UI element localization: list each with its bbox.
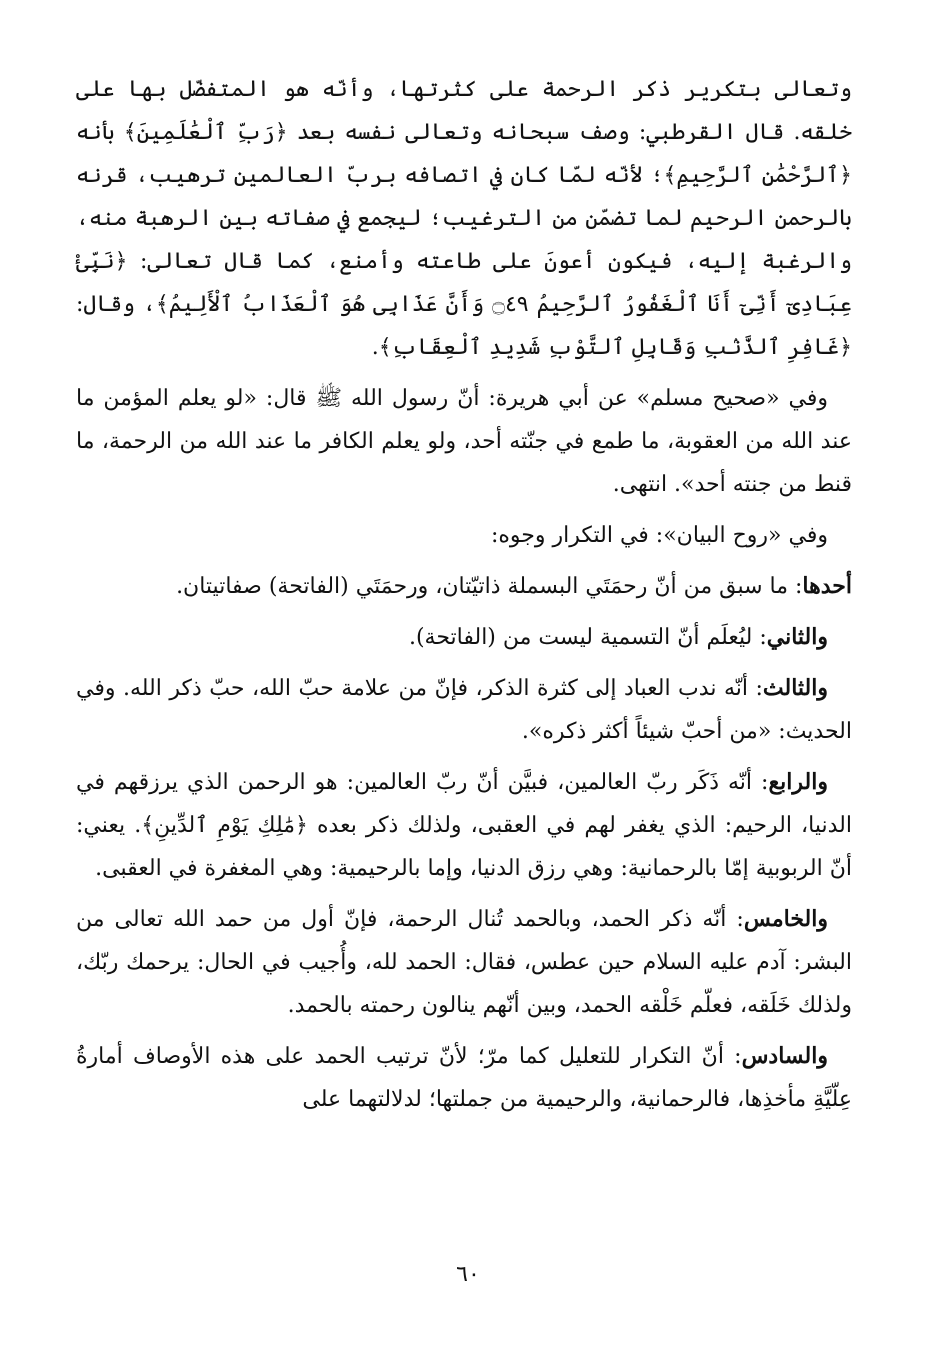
paragraph-lead: والخامس — [743, 906, 828, 932]
paragraph-text: : أنّه ذكر الحمد، وبالحمد تُنال الرحمة، فإنّ أول من حمد الله تعالى من البشر: آدم عليه السلام حين عطس، فقال: الحمد لله، وأُجيب في الحال: يرحمك ربّك، ولذلك خَلَقه، فعلّم خَلْقه الحمد، وبين أنّهم ينالون رحمته بالحمد. — [76, 907, 852, 1018]
paragraph — [76, 761, 852, 890]
paragraph-lead: أحدها — [802, 573, 852, 599]
paragraph-text: : ما سبق من أنّ رحمَتَي البسملة ذاتيّتان، ورحمَتَي (الفاتحة) صفاتيتان. — [176, 574, 803, 599]
paragraph-text: : ليُعلَم أنّ التسمية ليست من (الفاتحة). — [408, 625, 767, 650]
paragraph-text: وفي «روح البيان»: في التكرار وجوه: — [490, 523, 828, 548]
paragraph — [76, 898, 852, 1027]
page-body — [76, 68, 852, 1129]
paragraph-text: وفي «صحيح مسلم» عن أبي هريرة: أنّ رسول الله ﷺ قال: «لو يعلم المؤمن ما عند الله من العقوبة، ما طمع في جنّته أحد، ولو يعلم الكافر ما عند الله من الرحمة، ما قنط من جنته أحد». انتهى. — [76, 386, 852, 497]
paragraph-lead: والسادس — [741, 1043, 828, 1069]
paragraph-lead: والثاني — [766, 624, 828, 650]
paragraph — [76, 377, 852, 506]
paragraph — [76, 616, 852, 659]
paragraph — [76, 68, 852, 369]
paragraph — [76, 565, 852, 608]
paragraph-text: : أنّه ندب العباد إلى كثرة الذكر، فإنّ من علامة حبّ الله، حبّ ذكر الله. وفي الحديث: «من أحبّ شيئاً أكثر ذكره». — [76, 676, 852, 744]
paragraph-text: : أنّ التكرار للتعليل كما مرّ؛ لأنّ ترتيب الحمد على هذه الأوصاف أمارةُ عِلّيَّةِ مأخذِها، فالرحمانية، والرحيمية من جملتها؛ لدلالتهما على — [76, 1044, 852, 1112]
paragraph-text: : أنّه ذَكَر ربّ العالمين، فبيَّن أنّ ربّ العالمين: هو الرحمن الذي يرزقهم في الدنيا، الرحيم: الذي يغفر لهم في العقبى، ولذلك ذكر بعده ﴿مَٰلِكِ يَوْمِ ٱلدِّينِ﴾. يعني: أنّ الربوبية إمّا بالرحمانية: وهي رزق الدنيا، وإما بالرحيمية: وهي المغفرة في العقبى. — [76, 770, 852, 881]
paragraph — [76, 514, 852, 557]
paragraph — [76, 1035, 852, 1121]
page-number: ٦٠ — [456, 1262, 480, 1287]
paragraph-lead: والثالث — [762, 675, 828, 701]
paragraph-lead: والرابع — [768, 769, 828, 795]
paragraph-text: وتعالى بتكرير ذكر الرحمة على كثرتها، وأنّه هو المتفضّل بها على خلقه. قال القرطبي: وصف سبحانه وتعالى نفسه بعد ﴿رَبِّ ٱلْعَٰلَمِينَ﴾ بأنه ﴿ٱلرَّحْمَٰنِ ٱلرَّحِيمِ﴾؛ لأنّه لمّا كان في اتصافه بربّ العالمين ترهيب، قرنه بالرحمن الرحيم لما تضمّن من الترغيب؛ ليجمع في صفاته بين الرهبة منه، والرغبة إليه، فيكون أعونَ على طاعته وأمنع، كما قال تعالى: ﴿نَبِّئْ عِبَادِىٓ أَنِّىٓ أَنَا ٱلْغَفُورُ ٱلرَّحِيمُ ۝٤٩ وَأَنَّ عَذَابِى هُوَ ٱلْعَذَابُ ٱلْأَلِيمُ﴾، وقال: ﴿غَافِرِ ٱلذَّنۢبِ وَقَابِلِ ٱلتَّوْبِ شَدِيدِ ٱلْعِقَابِ﴾. — [76, 77, 852, 360]
paragraph — [76, 667, 852, 753]
